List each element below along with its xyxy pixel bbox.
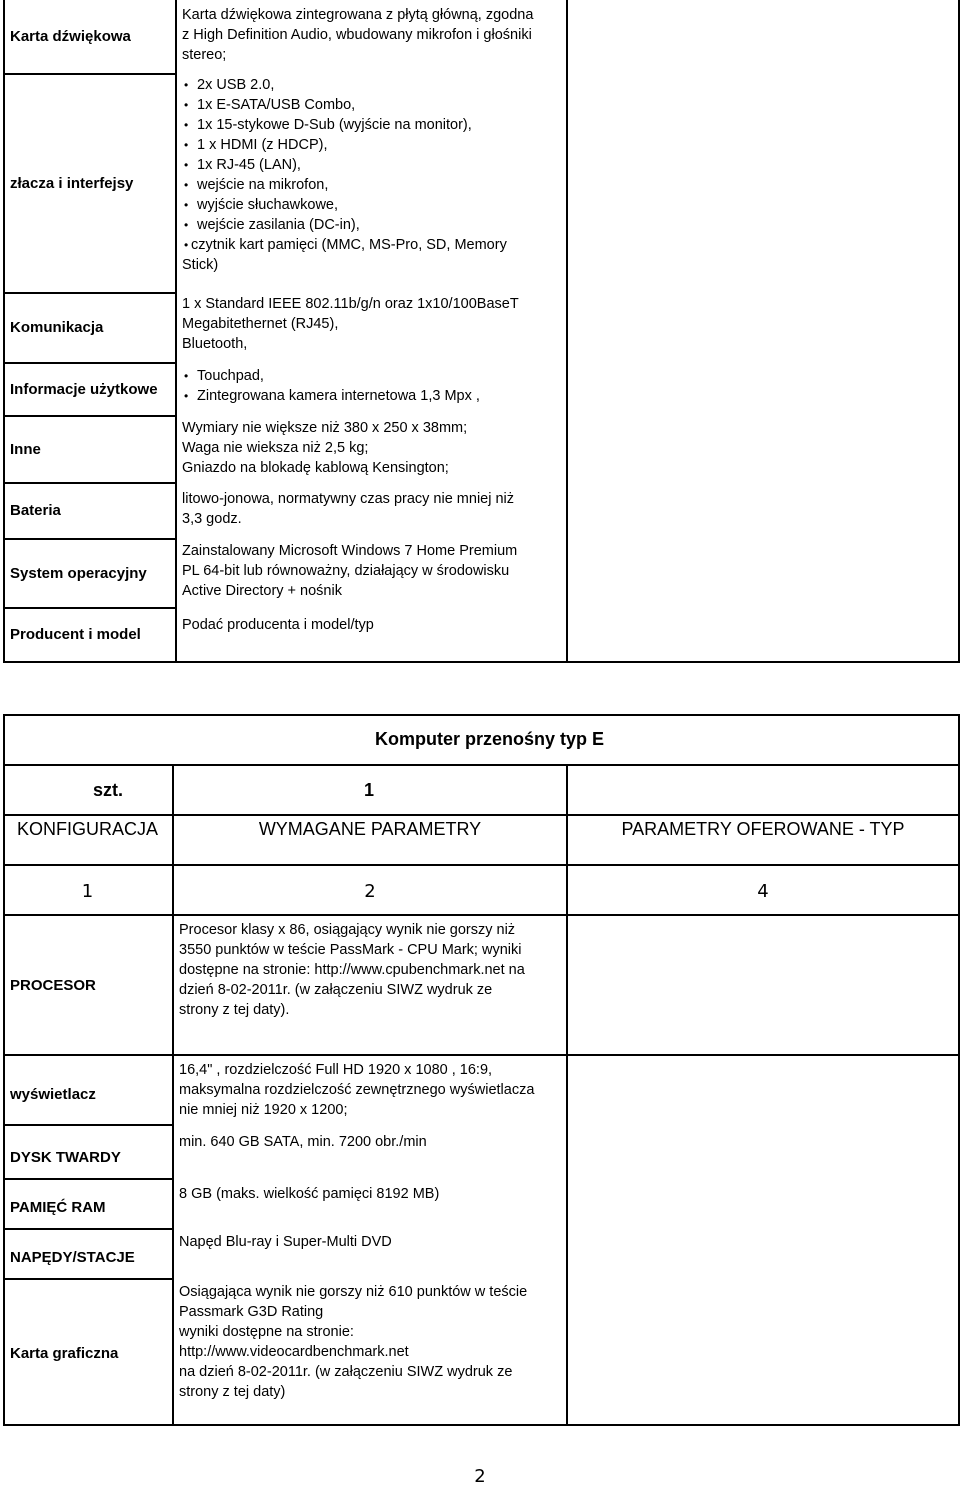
row-divider bbox=[3, 661, 568, 663]
qty-label: szt. bbox=[92, 780, 123, 800]
row-value bbox=[177, 73, 566, 275]
list-item: • 1 x HDMI (z HDCP), bbox=[182, 135, 566, 155]
value-line: z High Definition Audio, wbudowany mikrofon i głośniki bbox=[182, 27, 532, 43]
value-line: strony z tej daty). bbox=[179, 1002, 290, 1018]
value-line: nie mniej niż 1920 x 1200; bbox=[179, 1102, 348, 1118]
list-item: • 1x 15-stykowe D-Sub (wyjście na monitor), bbox=[182, 115, 566, 135]
list-item: • wejście na mikrofon, bbox=[182, 175, 566, 195]
column-header-konfiguracja: KONFIGURACJA bbox=[16, 819, 158, 839]
row-value bbox=[174, 1230, 566, 1252]
row-divider bbox=[3, 864, 960, 866]
list-item: • wyjście słuchawkowe, bbox=[182, 195, 566, 215]
value-line: strony z tej daty) bbox=[179, 1384, 286, 1400]
value-line: Napęd Blu-ray i Super-Multi DVD bbox=[179, 1234, 392, 1250]
list-item: • Zintegrowana kamera internetowa 1,3 Mpx , bbox=[182, 386, 566, 406]
row-label: Karta graficzna bbox=[10, 1345, 119, 1362]
section-title: Komputer przenośny typ E bbox=[374, 729, 604, 749]
row-value bbox=[174, 1280, 566, 1402]
row-label: Bateria bbox=[10, 502, 61, 519]
frame-border bbox=[3, 764, 960, 766]
value-line: dostępne na stronie: http://www.cpubenchmark.net na bbox=[179, 962, 525, 978]
column-header-wymagane: WYMAGANE PARAMETRY bbox=[258, 819, 482, 839]
value-line: 8 GB (maks. wielkość pamięci 8192 MB) bbox=[179, 1186, 440, 1202]
value-line: Wymiary nie większe niż 380 x 250 x 38mm; bbox=[182, 420, 468, 436]
row-divider bbox=[3, 814, 960, 816]
frame-border bbox=[3, 1424, 960, 1426]
row-label: złacza i interfejsy bbox=[10, 174, 134, 192]
list-item: • 1x E-SATA/USB Combo, bbox=[182, 95, 566, 115]
value-line: wyniki dostępne na stronie: bbox=[179, 1324, 354, 1340]
table-border bbox=[566, 914, 568, 1426]
value-line: Osiągająca wynik nie gorszy niż 610 punktów w teście bbox=[179, 1284, 528, 1300]
bullet-list bbox=[182, 366, 566, 406]
value-line: Procesor klasy x 86, osiągający wynik nie gorszy niż bbox=[179, 922, 516, 938]
row-value bbox=[177, 613, 566, 635]
qty-value: 1 bbox=[363, 780, 374, 800]
value-line: http://www.videocardbenchmark.net bbox=[179, 1344, 409, 1360]
list-item: • wejście zasilania (DC-in), bbox=[182, 215, 566, 235]
row-value bbox=[177, 3, 566, 65]
row-label: PROCESOR bbox=[10, 977, 96, 994]
row-value bbox=[177, 487, 566, 529]
row-label: Komunikacja bbox=[10, 319, 104, 336]
row-label: Informacje użytkowe bbox=[10, 380, 158, 398]
column-number: 4 bbox=[757, 881, 769, 902]
row-label: Karta dźwiękowa bbox=[10, 27, 131, 45]
value-line: min. 640 GB SATA, min. 7200 obr./min bbox=[179, 1134, 427, 1150]
value-line: 3550 punktów w teście PassMark - CPU Mark; wyniki bbox=[179, 942, 522, 958]
list-item: • 2x USB 2.0, bbox=[182, 75, 566, 95]
column-header-oferowane: PARAMETRY OFEROWANE - TYP bbox=[621, 819, 905, 839]
list-item: • czytnik kart pamięci (MMC, MS-Pro, SD, Memory bbox=[182, 235, 566, 255]
value-line: 16,4" , rozdzielczość Full HD 1920 x 1080 , 16:9, bbox=[179, 1062, 493, 1078]
value-line: na dzień 8-02-2011r. (w załączeniu SIWZ wydruk ze bbox=[179, 1364, 513, 1380]
value-line: Stick) bbox=[182, 257, 219, 273]
value-line: Podać producenta i model/typ bbox=[182, 617, 374, 633]
row-value bbox=[174, 1182, 566, 1204]
list-item: • 1x RJ-45 (LAN), bbox=[182, 155, 566, 175]
value-line: Bluetooth, bbox=[182, 336, 248, 352]
row-value bbox=[177, 539, 566, 601]
list-item: • Touchpad, bbox=[182, 366, 566, 386]
page-number: 2 bbox=[474, 1466, 486, 1487]
value-line: Passmark G3D Rating bbox=[179, 1304, 324, 1320]
value-line: Active Directory + nośnik bbox=[182, 583, 342, 599]
value-line: maksymalna rozdzielczość zewnętrznego wyświetlacza bbox=[179, 1082, 535, 1098]
bullet-list bbox=[182, 75, 566, 255]
row-value bbox=[174, 1058, 566, 1120]
table-border bbox=[566, 764, 568, 816]
row-value bbox=[177, 416, 566, 478]
column-number: 1 bbox=[81, 881, 94, 902]
value-line: Gniazdo na blokadę kablową Kensington; bbox=[182, 460, 449, 476]
row-value bbox=[177, 364, 566, 406]
value-line: stereo; bbox=[182, 47, 227, 63]
value-line: litowo-jonowa, normatywny czas pracy nie mniej niż bbox=[182, 491, 515, 507]
value-line: Zainstalowany Microsoft Windows 7 Home Premium bbox=[182, 543, 518, 559]
value-line: PL 64-bit lub równoważny, działający w środowisku bbox=[182, 563, 510, 579]
row-label: wyświetlacz bbox=[10, 1086, 96, 1103]
value-line: dzień 8-02-2011r. (w załączeniu SIWZ wydruk ze bbox=[179, 982, 493, 998]
value-line: Waga nie wieksza niż 2,5 kg; bbox=[182, 440, 369, 456]
row-label: DYSK TWARDY bbox=[10, 1149, 121, 1166]
row-label: NAPĘDY/STACJE bbox=[10, 1249, 135, 1266]
column-number: 2 bbox=[364, 881, 376, 902]
value-line: 1 x Standard IEEE 802.11b/g/n oraz 1x10/100BaseT bbox=[182, 296, 519, 312]
value-line: Karta dźwiękowa zintegrowana z płytą główną, zgodna bbox=[182, 7, 534, 23]
value-line: Megabitethernet (RJ45), bbox=[182, 316, 339, 332]
row-label: System operacyjny bbox=[10, 564, 147, 582]
row-value bbox=[177, 292, 566, 354]
row-label: Producent i model bbox=[10, 626, 141, 643]
value-line: 3,3 godz. bbox=[182, 511, 242, 527]
row-label: PAMIĘĆ RAM bbox=[10, 1199, 106, 1216]
frame-border bbox=[3, 714, 960, 716]
row-value bbox=[174, 1130, 566, 1152]
row-divider bbox=[566, 661, 960, 663]
table-border bbox=[566, 0, 568, 663]
row-label: Inne bbox=[10, 440, 41, 458]
row-value bbox=[174, 918, 566, 1020]
